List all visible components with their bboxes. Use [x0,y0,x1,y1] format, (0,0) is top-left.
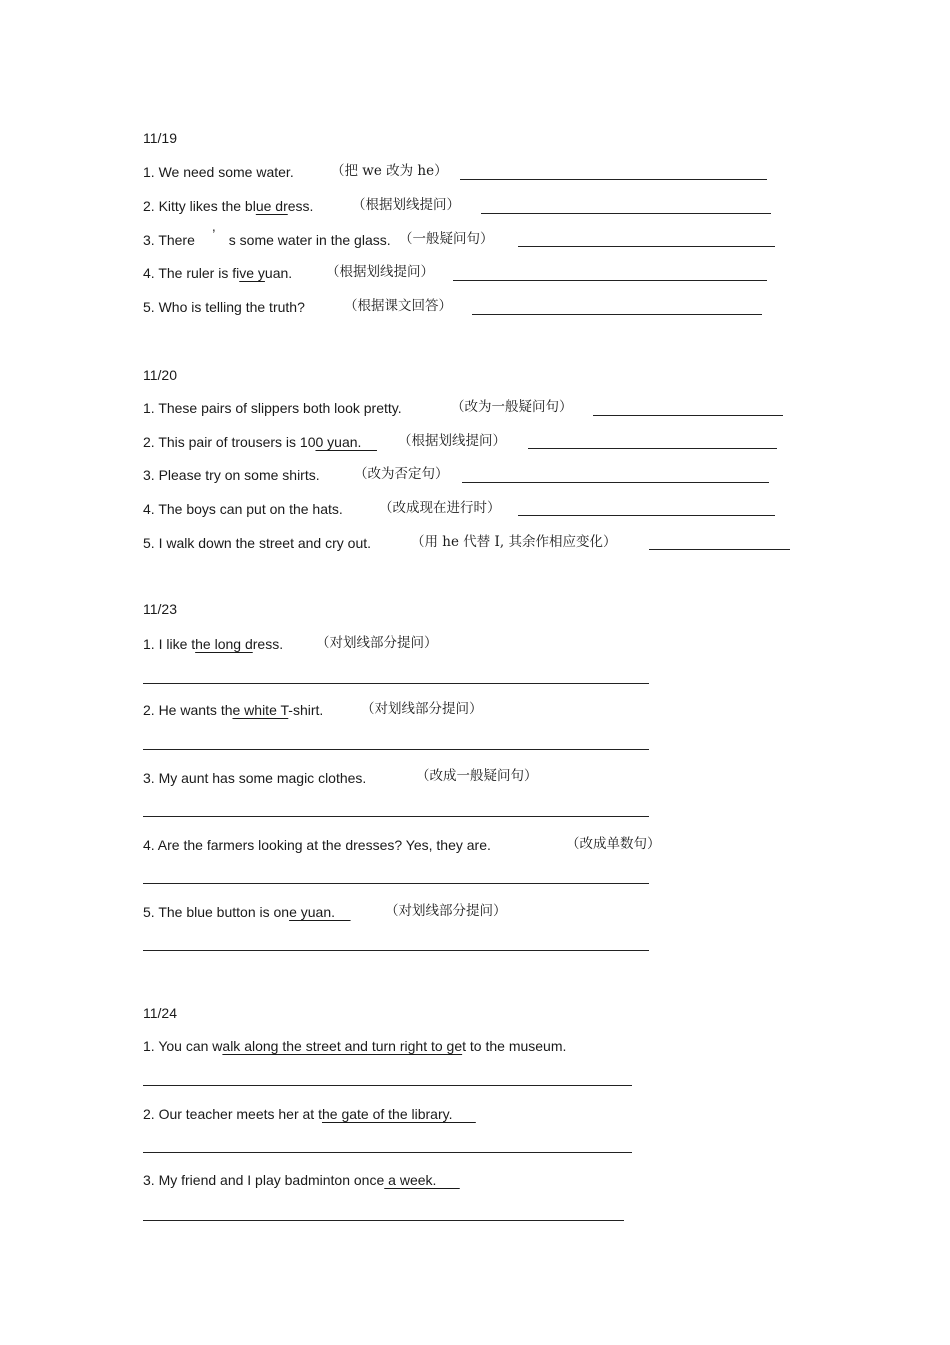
question-text: 3. There [143,232,199,248]
question-text: s some water in the glass. [228,232,391,248]
instruction-hint: （一般疑问句） [399,231,494,247]
question [143,635,283,653]
question [143,466,320,484]
underlined-part: e yuan. [289,904,351,920]
answer-line[interactable] [143,950,649,951]
answer-line[interactable] [481,213,771,214]
question [143,1171,460,1189]
instruction-hint: （用 he 代替 I, 其余作相应变化） [411,534,617,550]
question-text: 1. We need some water. [143,164,294,180]
answer-line[interactable] [143,1220,624,1221]
question [143,500,343,518]
question-text: 1. You can w [143,1038,223,1054]
answer-line[interactable] [143,883,649,884]
answer-line[interactable] [593,415,783,416]
question [143,298,305,316]
section-date: 11/20 [143,367,177,383]
answer-line[interactable] [453,280,767,281]
underlined-part: e white T [232,702,289,718]
instruction-hint: （改为否定句） [354,466,449,482]
answer-line[interactable] [649,549,790,550]
answer-line[interactable] [528,448,777,449]
question-text: 2. This pair of trousers is 10 [143,434,316,450]
question-text: 3. Please try on some shirts. [143,467,320,483]
question [143,769,366,787]
underlined-part: he long d [195,636,253,652]
answer-line[interactable] [472,314,762,315]
answer-line[interactable] [518,246,775,247]
answer-line[interactable] [460,179,767,180]
question [143,197,313,215]
question [143,836,491,854]
instruction-hint: （根据划线提问） [398,433,506,449]
answer-line[interactable] [143,1085,632,1086]
question-text: uan. [264,265,293,281]
underlined-part: ve y [239,265,265,281]
question-text: 3. My aunt has some magic clothes. [143,770,367,786]
answer-line[interactable] [518,515,775,516]
underlined-part: ue dr [255,198,288,214]
question-text: -shirt. [288,702,324,718]
instruction-hint: （根据课文回答） [344,298,452,314]
question-text: 1. These pairs of slippers both look pretty. [143,400,402,416]
question-text: 4. Are the farmers looking at the dresses? Yes, they are. [143,837,491,853]
question [143,163,294,181]
answer-line[interactable] [143,816,649,817]
instruction-hint: （把 we 改为 he） [331,163,448,179]
instruction-hint: （对划线部分提问） [316,635,438,651]
answer-line[interactable] [462,482,769,483]
instruction-hint: （改成单数句） [566,836,661,852]
answer-line[interactable] [143,749,649,750]
question-text: 1. I like t [143,636,196,652]
question-text: 2. He wants th [143,702,233,718]
instruction-hint: （根据划线提问） [326,264,434,280]
question-text: 2. Our teacher meets her at t [143,1106,322,1122]
answer-line[interactable] [143,1152,632,1153]
instruction-hint: （改成现在进行时） [379,500,501,516]
underlined-part: he gate of the library. [321,1106,476,1122]
underlined-part: 0 yuan. [315,434,377,450]
question-text: 4. The boys can put on the hats. [143,501,343,517]
question-text: t to the museum. [462,1038,567,1054]
question [143,701,323,719]
question-text: 4. The ruler is fi [143,265,240,281]
section-date: 11/19 [143,130,177,146]
question [143,534,371,552]
question-text: 5. The blue button is on [143,904,290,920]
section-date: 11/24 [143,1005,177,1021]
apostrophe: ’ [212,226,216,242]
underlined-part: alk along the street and turn right to ge [222,1038,463,1054]
question [143,1037,566,1055]
section-date: 11/23 [143,601,177,617]
instruction-hint: （改为一般疑问句） [451,399,573,415]
question [143,264,292,282]
question-text: 2. Kitty likes the bl [143,198,256,214]
instruction-hint: （对划线部分提问） [385,903,507,919]
instruction-hint: （根据划线提问） [352,197,460,213]
instruction-hint: （改成一般疑问句） [416,768,538,784]
question [143,1105,476,1123]
question [143,903,351,921]
question-text: 5. Who is telling the truth? [143,299,305,315]
answer-line[interactable] [143,683,649,684]
underlined-part: a week. [384,1172,460,1188]
question-text: 5. I walk down the street and cry out. [143,535,372,551]
question [143,226,391,249]
question [143,433,377,451]
question [143,399,402,417]
question-text: 3. My friend and I play badminton once [143,1172,385,1188]
question-text: ress. [252,636,284,652]
instruction-hint: （对划线部分提问） [361,701,483,717]
question-text: ess. [287,198,314,214]
